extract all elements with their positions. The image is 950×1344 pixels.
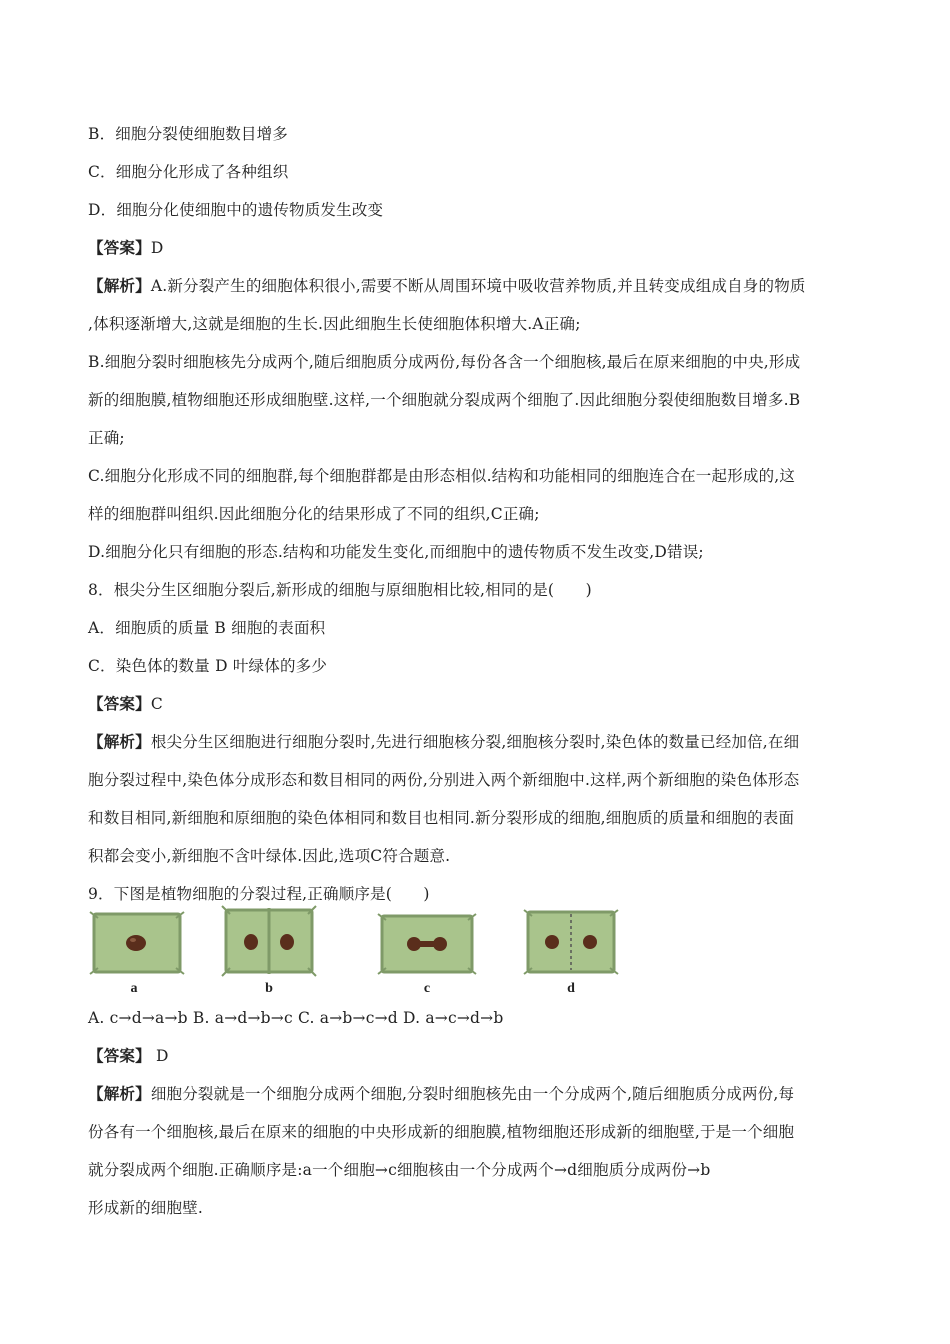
cell-d-image [524, 910, 618, 974]
q9-question: 9．下图是植物细胞的分裂过程,正确顺序是( ) [88, 885, 430, 903]
q8-analysis-line: 和数目相同,新细胞和原细胞的染色体相同和数目也相同.新分裂形成的细胞,细胞质的质量和细胞的表面 [88, 809, 795, 827]
q7-option-c: C．细胞分化形成了各种组织 [88, 163, 289, 181]
figure-label-d: d [567, 981, 575, 996]
cell-c-image [378, 914, 476, 974]
q9-analysis-line: 形成新的细胞壁. [88, 1199, 204, 1217]
q9-analysis-line: 【解析】细胞分裂就是一个细胞分成两个细胞,分裂时细胞核先由一个分成两个,随后细胞质分成两份,每 [88, 1084, 795, 1103]
q7-analysis-line: 正确; [88, 429, 125, 447]
q7-option-b: B．细胞分裂使细胞数目增多 [88, 125, 288, 143]
q8-options-cd: C．染色体的数量 D 叶绿体的多少 [88, 657, 328, 675]
figure-label-a: a [130, 981, 138, 996]
answer-label: 【答案】 [88, 694, 151, 713]
answer-value: D [150, 1047, 169, 1065]
analysis-label: 【解析】 [88, 732, 151, 751]
q8-question: 8．根尖分生区细胞分裂后,新形成的细胞与原细胞相比较,相同的是( ) [88, 581, 592, 599]
q7-analysis-line: 【解析】A.新分裂产生的细胞体积很小,需要不断从周围环境中吸收营养物质,并且转变成组成自身的物质 [88, 276, 806, 295]
analysis-label: 【解析】 [88, 276, 151, 295]
q8-analysis-line: 胞分裂过程中,染色体分成形态和数目相同的两份,分别进入两个新细胞中.这样,两个新细胞的染色体形态 [88, 771, 800, 789]
answer-label: 【答案】 [88, 1046, 151, 1065]
q8-analysis-line: 积都会变小,新细胞不含叶绿体.因此,选项C符合题意. [88, 847, 451, 865]
q9-options: A. c→d→a→b B. a→d→b→c C. a→b→c→d D. a→c→d→b [88, 1009, 504, 1027]
q7-analysis-line: B.细胞分裂时细胞核先分成两个,随后细胞质分成两份,每份各含一个细胞核,最后在原来细胞的中央,形成 [88, 353, 801, 371]
q8-answer [88, 693, 163, 715]
q9-answer [88, 1045, 169, 1067]
q8-analysis-line: 【解析】根尖分生区细胞进行细胞分裂时,先进行细胞核分裂,细胞核分裂时,染色体的数量已经加倍,在细 [88, 732, 800, 751]
q9-analysis-line: 份各有一个细胞核,最后在原来的细胞的中央形成新的细胞膜,植物细胞还形成新的细胞壁,于是一个细胞 [88, 1123, 795, 1141]
q7-analysis-line: D.细胞分化只有细胞的形态.结构和功能发生变化,而细胞中的遗传物质不发生改变,D错误; [88, 543, 704, 561]
figure-label-b: b [265, 981, 273, 996]
answer-value: D [150, 239, 164, 257]
q7-answer [88, 237, 163, 259]
cell-b-image [222, 906, 316, 976]
q7-analysis-line: ,体积逐渐增大,这就是细胞的生长.因此细胞生长使细胞体积增大.A正确; [88, 315, 581, 333]
q7-option-d: D．细胞分化使细胞中的遗传物质发生改变 [88, 201, 384, 219]
answer-label: 【答案】 [88, 238, 151, 257]
figure-label-c: c [423, 981, 431, 996]
q9-analysis-line: 就分裂成两个细胞.正确顺序是:a一个细胞→c细胞核由一个分成两个→d细胞质分成两份→b [88, 1161, 711, 1179]
cell-a-image [90, 912, 184, 974]
q7-analysis-line: 样的细胞群叫组织.因此细胞分化的结果形成了不同的组织,C正确; [88, 505, 540, 523]
cell-division-figure [88, 900, 648, 1000]
q7-analysis-line: 新的细胞膜,植物细胞还形成细胞壁.这样,一个细胞就分裂成两个细胞了.因此细胞分裂使细胞数目增多.B [88, 391, 801, 409]
q8-options-ab: A．细胞质的质量 B 细胞的表面积 [88, 619, 326, 637]
analysis-label: 【解析】 [88, 1084, 151, 1103]
answer-value: C [150, 695, 163, 713]
q7-analysis-line: C.细胞分化形成不同的细胞群,每个细胞群都是由形态相似.结构和功能相同的细胞连合在一起形成的,这 [88, 467, 796, 485]
